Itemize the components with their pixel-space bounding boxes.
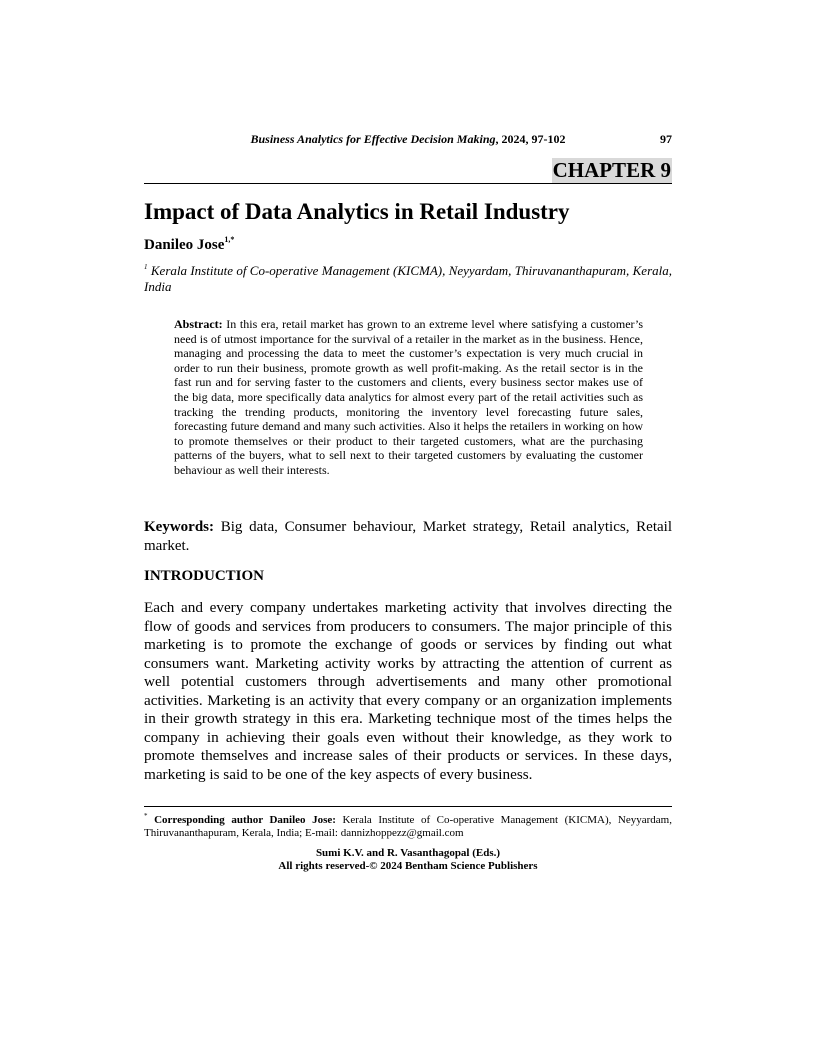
footnote-label: Corresponding author Danileo Jose: xyxy=(154,814,336,826)
page-number: 97 xyxy=(660,132,672,146)
publisher-block xyxy=(144,847,672,873)
article-title: Impact of Data Analytics in Retail Industry xyxy=(144,199,570,224)
chapter-label: CHAPTER 9 xyxy=(552,158,671,182)
keywords xyxy=(144,518,672,556)
introduction-paragraph: Each and every company undertakes marketing activity that involves directing the flow of goods and services from producers to consumers. The major principle of this marketing is to promote the exchange of goods or services by finding out what consumers want. Marketing activity works by attracting the attention of current as well potential customers through advertisements and many other promotional activities. Marketing is an activity that every company or an organization implements in their growth strategy in this era. Marketing technique most of the times helps the company in achieving their goals even without their knowledge, as they work to promote themselves and increase sales of their products or services. In these days, marketing is said to be one of the key aspects of every business. xyxy=(144,599,672,783)
footnote-mark: * xyxy=(144,812,148,820)
journal-title: Business Analytics for Effective Decision Making xyxy=(250,132,496,146)
editors-line: Sumi K.V. and R. Vasanthagopal (Eds.) xyxy=(315,847,501,859)
keywords-text: Big data, Consumer behaviour, Market strategy, Retail analytics, Retail market. xyxy=(144,519,673,554)
affiliation xyxy=(144,259,672,295)
rights-line: All rights reserved-© 2024 Bentham Science Publishers xyxy=(278,860,538,872)
footnote xyxy=(144,810,672,840)
keywords-label: Keywords: xyxy=(144,519,214,535)
affiliation-text: Kerala Institute of Co-operative Management (KICMA), Neyyardam, Thiruvananthapuram, Kerala, India xyxy=(144,263,672,294)
footnote-text: Kerala Institute of Co-operative Management (KICMA), Neyyardam, Thiruvananthapuram, Kerala, India; E-mail: dannizhoppezz@gmail.com xyxy=(144,814,672,839)
abstract-label: Abstract: xyxy=(174,317,223,331)
abstract-text: In this era, retail market has grown to an extreme level where satisfying a customer’s need is of utmost importance for the survival of a retailer in the market as in the business. Hence, managing and processing the data to meet the customer’s expectation is very much crucial in order to run their business, promote growth as well profit-making. As the retail sector is in the fast run and for serving faster to the customers and clients, every business sector makes use of the big data, more specifically data analytics for almost every part of the retail activities such as tracking the trending products, monitoring the inventory level forecasting future sales, forecasting future demand and many such activities. Also it helps the retailers in working on how to promote themselves or their product to their targeted customers, what are the purchasing patterns of the buyers, what to sell next to their targeted customers by evaluating the customer behaviour as well their interests. xyxy=(174,317,643,477)
introduction-heading: INTRODUCTION xyxy=(144,568,265,584)
abstract xyxy=(174,317,643,478)
journal-year-pages: , 2024, 97-102 xyxy=(495,132,566,146)
author-line xyxy=(144,235,234,254)
author-name: Danileo Jose xyxy=(144,237,225,253)
footnote-divider xyxy=(144,806,672,807)
chapter-banner xyxy=(144,158,672,184)
author-marks: 1,* xyxy=(224,235,235,244)
running-header xyxy=(144,132,672,147)
affiliation-mark: 1 xyxy=(144,263,148,271)
